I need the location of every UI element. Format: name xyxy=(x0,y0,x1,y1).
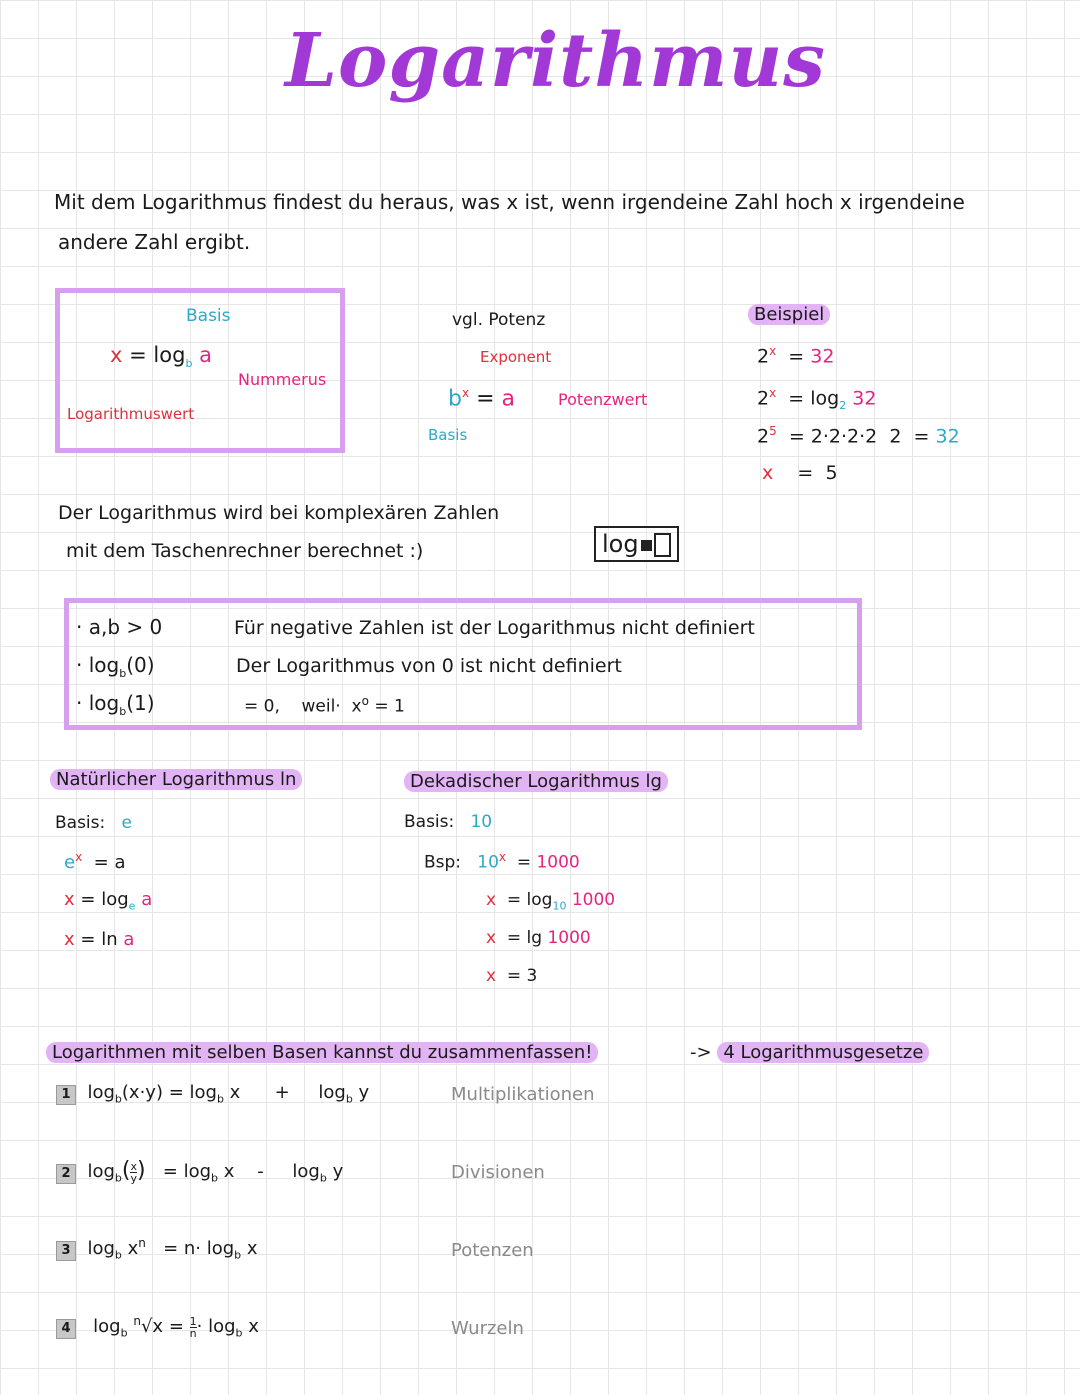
law-1-log-3: log xyxy=(318,1082,346,1103)
d4-val: 3 xyxy=(526,966,538,986)
natural-title: Natürlicher Logarithmus ln xyxy=(50,769,302,790)
law-3-x: x xyxy=(127,1238,139,1259)
law-1-log: log xyxy=(87,1082,115,1103)
n2-log: log xyxy=(101,889,129,910)
rule-2-base: b xyxy=(119,667,127,680)
b1-sup: x xyxy=(769,344,777,358)
b1-left: 2 xyxy=(757,345,770,368)
law-3-number: 3 xyxy=(56,1241,76,1261)
law-2-y: y xyxy=(332,1161,344,1182)
law-3-eq: = n· log xyxy=(163,1238,235,1259)
laws-reference xyxy=(690,1042,929,1063)
rule-desc-1: Für negative Zahlen ist der Logarithmus nicht definiert xyxy=(234,617,755,639)
law-2-log: log xyxy=(87,1161,115,1182)
rule-2: · $\log_b(0)$ xyxy=(76,653,155,680)
law-1-base-2: b xyxy=(216,1092,224,1106)
law-2-log-3: log xyxy=(292,1161,320,1182)
definition-a: a xyxy=(199,343,212,367)
d1-sup: x xyxy=(498,850,507,864)
law-1-x: x xyxy=(229,1082,241,1103)
law-1-base-3: b xyxy=(345,1092,353,1106)
potenz-x: x xyxy=(461,386,470,400)
b3-eq2: = xyxy=(913,425,930,448)
d3-eq: = xyxy=(506,928,522,948)
arrow-right-icon: -> xyxy=(690,1042,712,1063)
calculator-key-label: log xyxy=(602,530,639,558)
n1-e: e xyxy=(64,852,76,873)
d3-x: x xyxy=(486,928,497,948)
potenz-a: a xyxy=(501,386,515,412)
potenz-formula xyxy=(448,386,515,411)
calculator-line-1: Der Logarithmus wird bei komplexären Zahlen xyxy=(58,502,500,524)
law-4-eq: = xyxy=(168,1316,184,1337)
definition-nummerus: Nummerus xyxy=(238,370,327,389)
rule-3-sup: o xyxy=(361,694,369,708)
decadic-basis-label: Basis: xyxy=(404,812,455,832)
rule-3-zero: = 0, xyxy=(244,696,280,717)
potenz-exponent: Exponent xyxy=(480,348,552,366)
law-4 xyxy=(56,1314,259,1340)
decadic-basis-val: 10 xyxy=(470,812,493,832)
law-4-frac-top: 1 xyxy=(189,1314,197,1328)
rule-3-weil: weil· xyxy=(301,696,341,717)
law-3-base-2: b xyxy=(234,1248,242,1262)
definition-logwert: Logarithmuswert xyxy=(67,405,195,423)
laws-heading: Logarithmen mit selben Basen kannst du zusammenfassen! xyxy=(46,1042,598,1063)
b4-left: x xyxy=(762,462,774,484)
n1-sup: x xyxy=(75,850,83,864)
law-2-op: - xyxy=(257,1161,264,1182)
intro-line-1: Mit dem Logarithmus findest du heraus, was x ist, wenn irgendeine Zahl hoch x irgendeine xyxy=(54,190,965,214)
b3-right: 32 xyxy=(935,425,960,448)
definition-formula xyxy=(110,343,212,370)
decadic-basis xyxy=(404,812,492,832)
potenz-eq: = xyxy=(476,386,495,412)
law-3-x-2: x xyxy=(246,1238,258,1259)
b1-eq: = xyxy=(788,345,805,368)
n3-ln: ln xyxy=(101,929,118,950)
decadic-line-1 xyxy=(424,850,580,873)
law-4-name: Wurzeln xyxy=(451,1318,524,1339)
b2-left: 2 xyxy=(757,387,770,410)
b1-right: 32 xyxy=(810,345,835,368)
law-4-x: x xyxy=(248,1316,259,1337)
law-4-base-2: b xyxy=(235,1326,243,1340)
natural-line-1 xyxy=(64,850,125,873)
decadic-line-3 xyxy=(486,928,591,948)
b3-sup: 5 xyxy=(769,424,777,438)
n3-a: a xyxy=(123,929,135,950)
definition-eq: = xyxy=(129,343,147,367)
b3-eq: = xyxy=(788,425,805,448)
natural-line-2 xyxy=(64,889,152,913)
d4-eq: = xyxy=(506,966,522,986)
rule-1-text: a,b > 0 xyxy=(88,615,163,639)
law-2-eq: = log xyxy=(162,1161,212,1182)
n1-rest: = a xyxy=(93,852,126,873)
beispiel-row-3 xyxy=(757,424,960,447)
law-4-log: log xyxy=(93,1316,121,1337)
b2-base: 2 xyxy=(839,399,847,413)
b2-val: 32 xyxy=(852,387,877,410)
law-2-base: b xyxy=(114,1171,122,1185)
b4-right: 5 xyxy=(825,462,838,484)
law-3 xyxy=(56,1236,258,1262)
d2-log: log xyxy=(526,890,553,910)
intro-line-2: andere Zahl ergibt. xyxy=(58,230,251,254)
definition-log: log xyxy=(153,343,186,367)
rule-3-one: = 1 xyxy=(374,696,405,717)
definition-base: b xyxy=(185,357,193,371)
rule-3: · $\log_b(1)$ xyxy=(76,691,155,718)
law-1-eq: = log xyxy=(168,1082,217,1103)
law-2-base-3: b xyxy=(319,1171,327,1185)
decadic-title: Dekadischer Logarithmus lg xyxy=(404,771,668,792)
d1-ten: 10 xyxy=(477,852,499,873)
small-square-icon xyxy=(641,540,652,551)
law-3-base: b xyxy=(114,1248,122,1262)
law-2-frac-bot: y xyxy=(130,1171,137,1185)
rule-desc-2: Der Logarithmus von 0 ist nicht definiert xyxy=(236,655,622,677)
n3-x: x xyxy=(64,929,75,950)
d2-base: 10 xyxy=(552,899,567,913)
potenz-basis: Basis xyxy=(428,426,468,444)
b3-mid: 2·2·2·2 2 xyxy=(810,425,902,448)
definition-basis-label: Basis xyxy=(186,306,231,326)
law-3-name: Potenzen xyxy=(451,1240,534,1261)
law-4-number: 4 xyxy=(56,1319,76,1339)
n2-base: e xyxy=(128,899,136,913)
law-2: 2 $\log_b$( $\frac{x}{y}$ ) = $\log_b x$ - $\log_b y$ xyxy=(56,1158,343,1185)
rule-2-log: log xyxy=(88,653,120,677)
law-2-base-2: b xyxy=(211,1171,218,1185)
d4-x: x xyxy=(486,966,497,986)
potenz-b: b xyxy=(448,386,462,412)
d3-lg: lg xyxy=(526,928,543,948)
rule-2-arg: (0) xyxy=(126,653,155,677)
law-2-number: 2 xyxy=(56,1164,76,1184)
law-3-log: log xyxy=(87,1238,115,1259)
rule-3-arg: (1) xyxy=(126,691,155,715)
rule-3-log: log xyxy=(88,691,120,715)
law-4-root: √x xyxy=(140,1316,164,1337)
n3-eq: = xyxy=(80,929,96,950)
law-2-name: Divisionen xyxy=(451,1162,545,1183)
law-3-sup: n xyxy=(138,1236,146,1250)
rule-3-base: b xyxy=(119,705,127,718)
rule-1: · a,b > 0 xyxy=(76,615,163,639)
law-1-arg: (x·y) xyxy=(121,1082,163,1103)
law-4-frac-bot: n xyxy=(189,1326,197,1340)
d1-val: 1000 xyxy=(536,852,580,873)
d2-x: x xyxy=(486,890,497,910)
n2-x: x xyxy=(64,889,75,910)
rule-3-x: x xyxy=(351,696,362,717)
page-title: Logarithmus xyxy=(285,18,826,104)
law-4-fraction xyxy=(190,1316,197,1339)
b4-eq: = xyxy=(797,462,814,484)
natural-basis xyxy=(55,813,132,833)
d3-val: 1000 xyxy=(547,928,591,948)
rule-desc-3 xyxy=(244,694,405,717)
law-4-root-index: n xyxy=(133,1314,141,1328)
decadic-line-2 xyxy=(486,890,615,912)
law-1-y: y xyxy=(358,1082,370,1103)
b2-eq: = xyxy=(788,387,805,410)
d2-val: 1000 xyxy=(571,890,616,910)
law-4-rhs: · log xyxy=(196,1316,236,1337)
n2-eq: = xyxy=(80,889,96,910)
calculator-line-2: mit dem Taschenrechner berechnet :) xyxy=(66,540,424,562)
law-2-x: x xyxy=(223,1161,235,1182)
definition-x: x xyxy=(110,343,123,367)
law-4-base: b xyxy=(120,1326,128,1340)
beispiel-label: Beispiel xyxy=(748,304,830,325)
natural-line-3 xyxy=(64,929,134,950)
decadic-bsp: Bsp: xyxy=(424,852,462,873)
law-1-base: b xyxy=(114,1092,122,1106)
law-1-name: Multiplikationen xyxy=(451,1084,595,1105)
beispiel-row-1 xyxy=(757,344,834,367)
law-1-op: + xyxy=(274,1082,290,1103)
beispiel-row-2 xyxy=(757,386,876,412)
beispiel-row-4 xyxy=(762,462,838,484)
law-1-number: 1 xyxy=(56,1085,76,1105)
b2-sup: x xyxy=(769,386,777,400)
law-2-frac-top: x xyxy=(130,1159,137,1173)
b3-left: 2 xyxy=(757,425,770,448)
d1-eq: = xyxy=(516,852,532,873)
natural-basis-label: Basis: xyxy=(55,813,106,833)
n2-a: a xyxy=(141,889,153,910)
laws-ref-label: 4 Logarithmusgesetze xyxy=(717,1042,929,1063)
law-1 xyxy=(56,1082,369,1106)
natural-basis-val: e xyxy=(121,813,132,833)
empty-box-icon xyxy=(654,533,671,557)
b2-log: log xyxy=(810,387,840,410)
decadic-line-4 xyxy=(486,966,537,986)
potenz-potenzwert: Potenzwert xyxy=(558,390,648,409)
d2-eq: = xyxy=(506,890,522,910)
calculator-log-key xyxy=(594,526,679,562)
potenz-vgl: vgl. Potenz xyxy=(452,310,546,330)
